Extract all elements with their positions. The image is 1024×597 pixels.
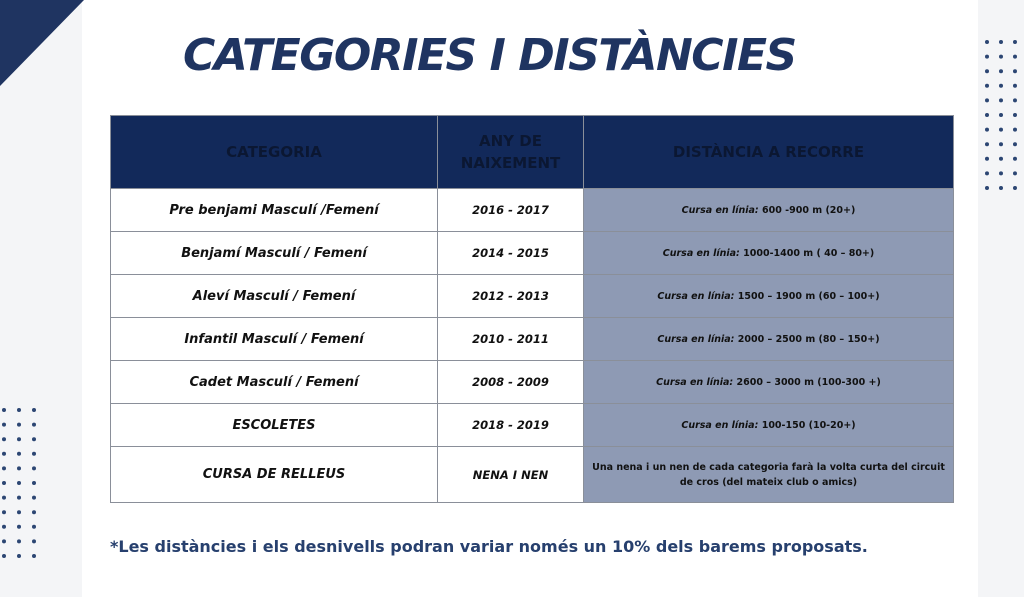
distance-value: 2600 – 3000 m (100-300 +) [733, 376, 881, 388]
dot [999, 40, 1003, 44]
distance-prefix: Cursa en línia: [681, 204, 759, 216]
category-cell: Aleví Masculí / Femení [111, 275, 438, 318]
table-header-row [111, 116, 954, 189]
table-row [111, 404, 954, 447]
distance-value: Una nena i un nen de cada categoria farà la volta curta del circuit de cros (del mateix club o amics) [592, 461, 945, 488]
dot [32, 539, 36, 543]
category-cell: CURSA DE RELLEUS [111, 447, 438, 503]
dot [2, 437, 6, 441]
distance-cell [584, 361, 954, 404]
dot [2, 466, 6, 470]
distance-cell [584, 404, 954, 447]
table-row [111, 447, 954, 503]
category-cell: Cadet Masculí / Femení [111, 361, 438, 404]
dot [999, 69, 1003, 73]
distance-cell [584, 447, 954, 503]
birth-year-cell: 2010 - 2011 [438, 318, 584, 361]
dot [2, 496, 6, 500]
header-category: CATEGORIA [111, 116, 438, 189]
distance-prefix: Cursa en línia: [657, 290, 735, 302]
category-cell: Benjamí Masculí / Femení [111, 232, 438, 275]
dot [17, 525, 21, 529]
dot [999, 55, 1003, 59]
category-cell: Infantil Masculí / Femení [111, 318, 438, 361]
distance-prefix: Cursa en línia: [662, 247, 740, 259]
dot [985, 40, 989, 44]
distance-cell [584, 189, 954, 232]
dot [2, 481, 6, 485]
dot [985, 84, 989, 88]
dot [17, 452, 21, 456]
dot [2, 423, 6, 427]
distance-prefix: Cursa en línia: [656, 376, 734, 388]
dot [32, 481, 36, 485]
footnote: *Les distàncies i els desnivells podran variar només un 10% dels barems proposats. [110, 537, 868, 556]
dot [999, 98, 1003, 102]
dot [1013, 84, 1017, 88]
dot [985, 142, 989, 146]
dot [999, 157, 1003, 161]
dot [32, 510, 36, 514]
dot [32, 496, 36, 500]
dot [17, 466, 21, 470]
distance-prefix: Cursa en línia: [657, 333, 735, 345]
dot [17, 408, 21, 412]
dot [17, 539, 21, 543]
dot [32, 452, 36, 456]
category-cell: Pre benjami Masculí /Femení [111, 189, 438, 232]
dot [985, 55, 989, 59]
birth-year-cell: 2018 - 2019 [438, 404, 584, 447]
dot [985, 186, 989, 190]
dot [1013, 186, 1017, 190]
birth-year-cell: NENA I NEN [438, 447, 584, 503]
dot [999, 113, 1003, 117]
dot [2, 510, 6, 514]
category-cell: ESCOLETES [111, 404, 438, 447]
birth-year-cell: 2014 - 2015 [438, 232, 584, 275]
header-distance: DISTÀNCIA A RECORRE [584, 116, 954, 189]
dot [999, 186, 1003, 190]
distance-cell [584, 318, 954, 361]
dot [985, 128, 989, 132]
dot-grid-decoration-left [0, 406, 48, 566]
distance-value: 2000 – 2500 m (80 – 150+) [734, 333, 880, 345]
table-row [111, 189, 954, 232]
dot [17, 496, 21, 500]
distance-cell [584, 275, 954, 318]
birth-year-cell: 2008 - 2009 [438, 361, 584, 404]
birth-year-cell: 2016 - 2017 [438, 189, 584, 232]
header-birth-year: ANY DE NAIXEMENT [438, 116, 584, 189]
distance-value: 1500 – 1900 m (60 – 100+) [734, 290, 880, 302]
dot [1013, 55, 1017, 59]
dot [985, 157, 989, 161]
dot [17, 481, 21, 485]
dot [2, 525, 6, 529]
dot [1013, 157, 1017, 161]
dot [17, 423, 21, 427]
dot [17, 437, 21, 441]
dot [32, 466, 36, 470]
dot [1013, 128, 1017, 132]
dot [1013, 142, 1017, 146]
dot [17, 554, 21, 558]
dot [2, 554, 6, 558]
dot [32, 423, 36, 427]
table-row [111, 318, 954, 361]
dot [1013, 171, 1017, 175]
dot [985, 171, 989, 175]
dot-grid-decoration-right [983, 38, 1023, 198]
dot [1013, 69, 1017, 73]
page-title: CATEGORIES I DISTÀNCIES [183, 30, 796, 81]
dot [985, 98, 989, 102]
dot [999, 142, 1003, 146]
dot [32, 554, 36, 558]
dot [999, 128, 1003, 132]
table-row [111, 361, 954, 404]
dot [1013, 113, 1017, 117]
distance-prefix: Cursa en línia: [681, 419, 759, 431]
dot [985, 69, 989, 73]
dot [2, 452, 6, 456]
dot [985, 113, 989, 117]
distance-value: 1000-1400 m ( 40 – 80+) [739, 247, 875, 259]
distance-value: 100-150 (10-20+) [758, 419, 856, 431]
table-row [111, 232, 954, 275]
corner-triangle-decoration [0, 0, 84, 86]
dot [32, 408, 36, 412]
dot [1013, 98, 1017, 102]
dot [999, 171, 1003, 175]
birth-year-cell: 2012 - 2013 [438, 275, 584, 318]
distance-value: 600 -900 m (20+) [758, 204, 856, 216]
distance-cell [584, 232, 954, 275]
dot [32, 525, 36, 529]
dot [2, 408, 6, 412]
dot [999, 84, 1003, 88]
dot [32, 437, 36, 441]
dot [2, 539, 6, 543]
dot [17, 510, 21, 514]
table-row [111, 275, 954, 318]
dot [1013, 40, 1017, 44]
categories-table [110, 115, 954, 503]
